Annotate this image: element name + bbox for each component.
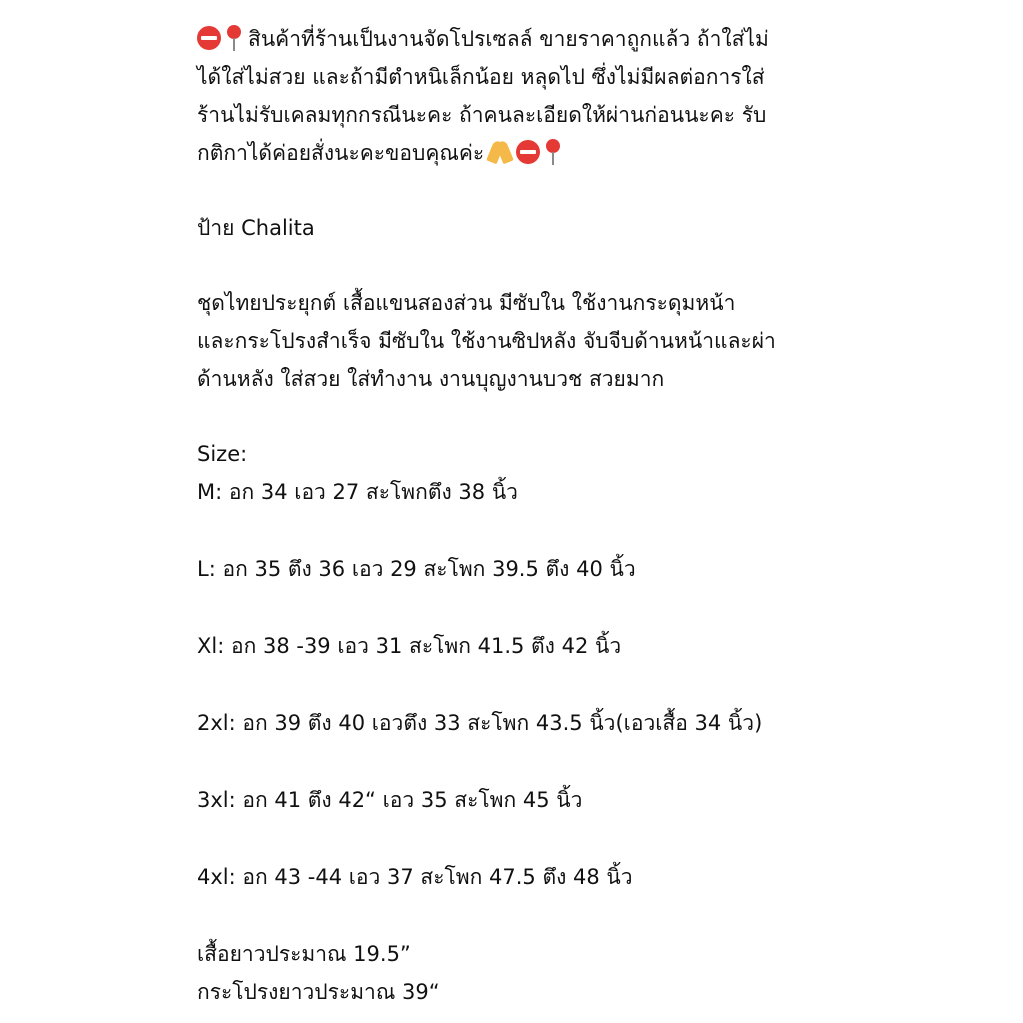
notice-text-1: สินค้าที่ร้านเป็นงานจัดโปรเซลล์ ขายราคาถูกแล้ว ถ้าใส่ไม่ — [248, 27, 769, 51]
spacer — [197, 247, 837, 284]
spacer — [197, 896, 837, 935]
text-block — [197, 20, 837, 1011]
description-line-2 — [197, 322, 837, 360]
size-text: L: อก 35 ตึง 36 เอว 29 สะโพก 39.5 ตึง 40 นิ้ว — [197, 557, 636, 581]
size-row — [197, 473, 837, 511]
pin-icon — [226, 25, 242, 51]
top-length-line — [197, 935, 837, 973]
size-row — [197, 781, 837, 819]
brand-line — [197, 209, 837, 247]
size-text: 4xl: อก 43 -44 เอว 37 สะโพก 47.5 ตึง 48 นิ้ว — [197, 865, 633, 889]
size-row — [197, 627, 837, 665]
spacer — [197, 819, 837, 858]
size-row — [197, 550, 837, 588]
description-text-2: และกระโปรงสำเร็จ มีซับใน ใช้งานซิปหลัง จับจีบด้านหน้าและผ่า — [197, 329, 776, 353]
top-length-text: เสื้อยาวประมาณ 19.5” — [197, 942, 411, 966]
notice-line-3 — [197, 96, 837, 134]
notice-line-4 — [197, 134, 837, 172]
size-row — [197, 704, 837, 742]
pin-icon — [545, 139, 561, 165]
notice-line-2 — [197, 58, 837, 96]
size-heading: Size: — [197, 442, 248, 466]
notice-line-1 — [197, 20, 837, 58]
size-heading-line — [197, 435, 837, 473]
no-entry-icon — [197, 26, 221, 50]
notice-text-2: ได้ใส่ไม่สวย และถ้ามีตำหนิเล็กน้อย หลุดไป ซึ่งไม่มีผลต่อการใส่ — [197, 65, 765, 89]
description-text-1: ชุดไทยประยุกต์ เสื้อแขนสองส่วน มีซับใน ใช้งานกระดุมหน้า — [197, 291, 736, 315]
spacer — [197, 588, 837, 627]
brand-label: ป้าย Chalita — [197, 216, 315, 240]
spacer — [197, 511, 837, 550]
skirt-length-line — [197, 973, 837, 1011]
description-text-3: ด้านหลัง ใส่สวย ใส่ทำงาน งานบุญงานบวช สวยมาก — [197, 367, 665, 391]
size-text: M: อก 34 เอว 27 สะโพกตึง 38 นิ้ว — [197, 480, 518, 504]
size-text: Xl: อก 38 -39 เอว 31 สะโพก 41.5 ตึง 42 นิ้ว — [197, 634, 622, 658]
pray-icon — [486, 139, 514, 165]
size-text: 2xl: อก 39 ตึง 40 เอวตึง 33 สะโพก 43.5 นิ้ว(เอวเสื้อ 34 นิ้ว) — [197, 711, 763, 735]
size-text: 3xl: อก 41 ตึง 42“ เอว 35 สะโพก 45 นิ้ว — [197, 788, 583, 812]
spacer — [197, 398, 837, 435]
description-line-1 — [197, 284, 837, 322]
notice-text-4: กติกาได้ค่อยสั่งนะคะขอบคุณค่ะ — [197, 141, 485, 165]
skirt-length-text: กระโปรงยาวประมาณ 39“ — [197, 980, 440, 1004]
description-line-3 — [197, 360, 837, 398]
no-entry-icon — [516, 140, 540, 164]
spacer — [197, 742, 837, 781]
notice-text-3: ร้านไม่รับเคลมทุกกรณีนะคะ ถ้าคนละเอียดให้ผ่านก่อนนะคะ รับ — [197, 103, 767, 127]
spacer — [197, 172, 837, 209]
size-row — [197, 858, 837, 896]
spacer — [197, 665, 837, 704]
